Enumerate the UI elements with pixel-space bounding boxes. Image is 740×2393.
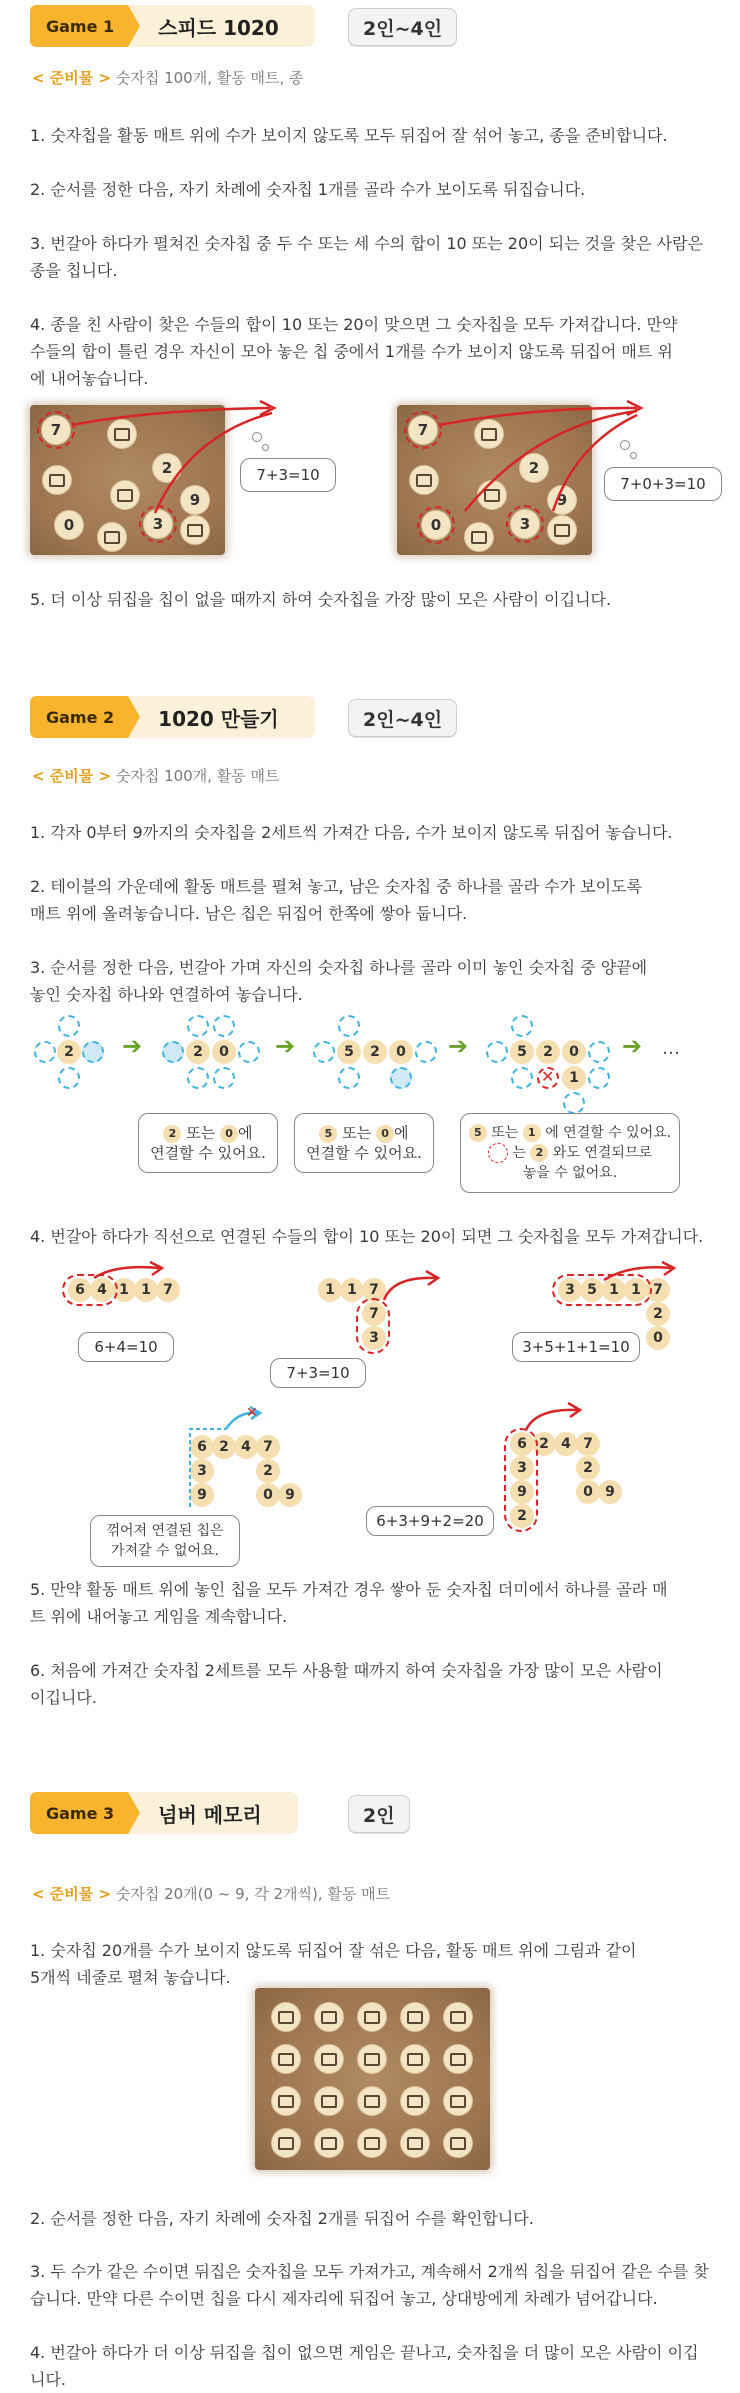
chip-2: 2 [536, 1040, 560, 1064]
memory-chip-facedown [443, 2086, 473, 2116]
chip-7: 7 [362, 1302, 386, 1326]
empty-slot [390, 1067, 412, 1089]
chip-2: 2 [256, 1459, 280, 1483]
chip-4: 4 [234, 1435, 258, 1459]
chip-3: 3 [510, 509, 540, 539]
game1-arrows-right [425, 395, 645, 535]
chip-6: 6 [510, 1432, 534, 1456]
empty-slot [563, 1092, 585, 1114]
chip-1: 1 [112, 1278, 136, 1302]
chip-2: 2 [363, 1040, 387, 1064]
empty-slot [213, 1067, 235, 1089]
sum-bubble: 7+3=10 [270, 1358, 366, 1388]
game1-players-badge: 2인~4인 [348, 8, 457, 46]
game2-step-3: 3. 순서를 정한 다음, 번갈아 가며 자신의 숫자칩 하나를 골라 이미 놓인 숫자칩 중 양끝에 놓인 숫자칩 하나와 연결하여 놓습니다. [30, 958, 648, 1004]
hint-bubble-2: 5 또는 0 에 연결할 수 있어요. [294, 1113, 434, 1173]
empty-slot [415, 1041, 437, 1063]
memory-chip-facedown [357, 2086, 387, 2116]
game3-step-2: 2. 순서를 정한 다음, 자기 차례에 숫자칩 2개를 뒤집어 수를 확인합니다. [30, 2209, 534, 2228]
chip-7: 7 [646, 1278, 670, 1302]
chip-1: 1 [602, 1278, 626, 1302]
selection-ring [356, 1298, 390, 1354]
chip-0-inline: 0 [220, 1125, 238, 1143]
chip-9: 9 [278, 1483, 302, 1507]
sum-example-1 [30, 1260, 250, 1370]
chip-2: 2 [212, 1435, 236, 1459]
memory-chip-facedown [400, 2128, 430, 2158]
ellipsis: … [662, 1038, 680, 1059]
chip-0: 0 [576, 1480, 600, 1504]
chip-5: 5 [337, 1040, 361, 1064]
game1-step-4: 4. 종을 친 사람이 찾은 수들의 합이 10 또는 20이 맞으면 그 숫자칩을 모두 가져갑니다. 만약 수들의 합이 틀린 경우 자신이 모아 놓은 칩 중에서 1개를 수가 보이지 않도록 뒤집어 매트 위에 내어놓습니다. [30, 315, 678, 388]
game3-step-3: 3. 두 수가 같은 수이면 뒤집은 숫자칩을 모두 가져가고, 계속해서 2개씩 칩을 뒤집어 같은 수를 찾습니다. 만약 다른 수이면 칩을 다시 제자리에 뒤집어 놓고, 상대방에게 차례가 넘어갑니다. [30, 2262, 709, 2308]
memory-chip-facedown [357, 2044, 387, 2074]
memory-chip-facedown [357, 2128, 387, 2158]
empty-slot [511, 1015, 533, 1037]
chip-4: 4 [90, 1278, 114, 1302]
arrow-right-icon: ➔ [122, 1032, 143, 1060]
empty-slot [187, 1067, 209, 1089]
memory-chip-facedown [271, 2002, 301, 2032]
memory-chip-facedown [271, 2044, 301, 2074]
prep-label: < 준비물 > [32, 69, 112, 87]
game2-players-badge: 2인~4인 [348, 699, 457, 737]
bent-example [60, 1405, 320, 1559]
empty-slot [58, 1067, 80, 1089]
game1-prep [32, 67, 304, 88]
empty-slot [58, 1015, 80, 1037]
chip-2: 2 [519, 453, 549, 483]
game3-title: 넘버 메모리 [128, 1792, 298, 1834]
selection-ring [504, 1428, 538, 1532]
sum-example-4 [360, 1390, 640, 1540]
chip-1: 1 [134, 1278, 158, 1302]
memory-chip-facedown [314, 2044, 344, 2074]
memory-chip-facedown [314, 2128, 344, 2158]
take-arrow-icon [600, 1260, 680, 1290]
chip-2: 2 [646, 1302, 670, 1326]
game3-players-badge: 2인 [348, 1795, 410, 1833]
memory-chip-facedown [400, 2044, 430, 2074]
game3-prep [32, 1883, 390, 1904]
chip-0: 0 [212, 1040, 236, 1064]
empty-slot [213, 1015, 235, 1037]
memory-chip-facedown [357, 2002, 387, 2032]
chip-7: 7 [408, 415, 438, 445]
chip-1: 1 [624, 1278, 648, 1302]
chip-9: 9 [510, 1480, 534, 1504]
chip-0: 0 [54, 510, 84, 540]
chip-2: 2 [57, 1040, 81, 1064]
chip-2: 2 [186, 1040, 210, 1064]
game1-step-1: 1. 숫자칩을 활동 매트 위에 수가 보이지 않도록 모두 뒤집어 잘 섞어 놓고, 종을 준비합니다. [30, 126, 668, 145]
game1-step-3: 3. 번갈아 하다가 펼쳐진 숫자칩 중 두 수 또는 세 수의 합이 10 또는 20이 되는 것을 찾은 사람은 종을 칩니다. [30, 234, 704, 280]
game2-step-2: 2. 테이블의 가운데에 활동 매트를 펼쳐 놓고, 남은 숫자칩 중 하나를 골라 수가 보이도록 매트 위에 올려놓습니다. 남은 칩은 뒤집어 한쪽에 쌓아 둡니다. [30, 877, 642, 923]
game1-sum-bubble-2: 7+0+3=10 [604, 467, 722, 501]
empty-slot [486, 1041, 508, 1063]
chip-5: 5 [510, 1040, 534, 1064]
memory-chip-facedown [271, 2128, 301, 2158]
game3-step-4: 4. 번갈아 하다가 더 이상 뒤집을 칩이 없으면 게임은 끝나고, 숫자칩을 더 많이 모은 사람이 이깁니다. [30, 2343, 699, 2389]
memory-chip-facedown [314, 2086, 344, 2116]
memory-chip-facedown [443, 2128, 473, 2158]
chip-3: 3 [190, 1459, 214, 1483]
chip-2-inline: 2 [530, 1144, 548, 1162]
sum-example-2 [260, 1260, 460, 1390]
placement-diagram [30, 1015, 720, 1215]
prep-text: 숫자칩 20개(0 ~ 9, 각 2개씩), 활동 매트 [115, 1885, 391, 1903]
game1-sum-bubble-1: 7+3=10 [240, 458, 336, 492]
chip-0-inline: 0 [376, 1125, 394, 1143]
chip-0: 0 [646, 1326, 670, 1350]
empty-slot [338, 1015, 360, 1037]
memory-chip-facedown [314, 2002, 344, 2032]
empty-slot [187, 1015, 209, 1037]
chip-3: 3 [558, 1278, 582, 1302]
empty-slot [34, 1041, 56, 1063]
chip-2: 2 [510, 1504, 534, 1528]
game1-label: Game 1 [30, 5, 128, 47]
chip-1-inline: 1 [523, 1124, 541, 1142]
game3-header [30, 1792, 298, 1834]
memory-chip-facedown [443, 2002, 473, 2032]
game1-step-5: 5. 더 이상 뒤집을 칩이 없을 때까지 하여 숫자칩을 가장 많이 모은 사람이 이깁니다. [30, 590, 612, 609]
game2-step-1: 1. 각자 0부터 9까지의 숫자칩을 2세트씩 가져간 다음, 수가 보이지 않도록 뒤집어 놓습니다. [30, 823, 673, 842]
game2-step-5: 5. 만약 활동 매트 위에 놓인 칩을 모두 가져간 경우 쌓아 둔 숫자칩 더미에서 하나를 골라 매트 위에 내어놓고 게임을 계속합니다. [30, 1580, 668, 1626]
chip-3: 3 [510, 1456, 534, 1480]
empty-slot [588, 1041, 610, 1063]
chip-4: 4 [554, 1432, 578, 1456]
blocked-x-icon: ✕ [541, 1067, 555, 1086]
chip-6: 6 [68, 1278, 92, 1302]
hint-bubble-1: 2 또는 0 에 연결할 수 있어요. [138, 1113, 278, 1173]
game2-label: Game 2 [30, 696, 128, 738]
take-arrow-icon [378, 1266, 448, 1306]
prep-text: 숫자칩 100개, 활동 매트, 종 [115, 69, 304, 87]
chip-3: 3 [362, 1326, 386, 1350]
chip-0: 0 [389, 1040, 413, 1064]
take-arrow-icon [520, 1400, 590, 1440]
arrow-right-icon: ➔ [448, 1032, 469, 1060]
prep-text: 숫자칩 100개, 활동 매트 [115, 767, 280, 785]
bent-note-bubble: 꺾어져 연결된 칩은 가져갈 수 없어요. [90, 1515, 240, 1567]
game2-step-6: 6. 처음에 가져간 숫자칩 2세트를 모두 사용할 때까지 하여 숫자칩을 가장 많이 모은 사람이 이깁니다. [30, 1661, 663, 1707]
chip-3: 3 [143, 509, 173, 539]
take-arrow-icon [90, 1260, 170, 1290]
memory-chip-facedown [400, 2086, 430, 2116]
game1-title: 스피드 1020 [128, 5, 315, 47]
prep-label: < 준비물 > [32, 1885, 112, 1903]
chip-0: 0 [562, 1040, 586, 1064]
game2-header [30, 696, 315, 738]
bubble-tail [620, 440, 630, 450]
chip-2: 2 [532, 1432, 556, 1456]
blocked-x-icon: ✕ [246, 1405, 258, 1421]
empty-slot [238, 1041, 260, 1063]
sum-bubble: 6+4=10 [78, 1332, 174, 1362]
chip-5-inline: 5 [469, 1124, 487, 1142]
game1-step-2: 2. 순서를 정한 다음, 자기 차례에 숫자칩 1개를 골라 수가 보이도록 뒤집습니다. [30, 180, 586, 199]
empty-slot [588, 1067, 610, 1089]
sum-example-3 [490, 1260, 720, 1370]
game3-step-1: 1. 숫자칩 20개를 수가 보이지 않도록 뒤집어 잘 섞은 다음, 활동 매트 위에 그림과 같이 5개씩 네줄로 펼쳐 놓습니다. [30, 1941, 637, 1987]
empty-slot [511, 1067, 533, 1089]
prep-label: < 준비물 > [32, 767, 112, 785]
memory-chip-facedown [400, 2002, 430, 2032]
empty-slot-inline [488, 1143, 508, 1163]
sum-bubble: 6+3+9+2=20 [366, 1506, 494, 1536]
empty-slot [82, 1041, 104, 1063]
empty-slot [338, 1067, 360, 1089]
chip-5: 5 [580, 1278, 604, 1302]
game2-title: 1020 만들기 [128, 696, 315, 738]
hint-bubble-3: 5 또는 1 에 연결할 수 있어요. 는 2 와도 연결되므로 놓을 수 없어요. [460, 1113, 680, 1193]
game2-prep [32, 765, 279, 786]
memory-chip-facedown [271, 2086, 301, 2116]
empty-slot [313, 1041, 335, 1063]
chip-9: 9 [598, 1480, 622, 1504]
chip-0: 0 [421, 510, 451, 540]
chip-7: 7 [362, 1278, 386, 1302]
game2-step-4: 4. 번갈아 하다가 직선으로 연결된 수들의 합이 10 또는 20이 되면 그 숫자칩을 모두 가져갑니다. [30, 1227, 704, 1246]
bent-path-icon [180, 1405, 270, 1515]
chip-2: 2 [576, 1456, 600, 1480]
game3-label: Game 3 [30, 1792, 128, 1834]
chip-0: 0 [256, 1483, 280, 1507]
chip-7: 7 [156, 1278, 180, 1302]
chip-9: 9 [180, 485, 210, 515]
chip-5-inline: 5 [319, 1125, 337, 1143]
chip-7: 7 [41, 415, 71, 445]
sum-bubble: 3+5+1+1=10 [512, 1332, 640, 1362]
chip-2-inline: 2 [163, 1125, 181, 1143]
chip-1: 1 [340, 1278, 364, 1302]
arrow-right-icon: ➔ [275, 1032, 296, 1060]
bubble-tail [262, 444, 269, 451]
game1-header [30, 5, 315, 47]
chip-9: 9 [547, 485, 577, 515]
empty-slot [162, 1041, 184, 1063]
chip-7: 7 [256, 1435, 280, 1459]
chip-6: 6 [190, 1435, 214, 1459]
chip-2: 2 [152, 453, 182, 483]
bubble-tail [252, 432, 262, 442]
chip-9: 9 [190, 1483, 214, 1507]
game3-mat [255, 1988, 490, 2170]
memory-chip-facedown [443, 2044, 473, 2074]
bubble-tail [630, 452, 637, 459]
arrow-right-icon: ➔ [622, 1032, 643, 1060]
chip-1: 1 [562, 1066, 586, 1090]
chip-7: 7 [576, 1432, 600, 1456]
chip-1: 1 [318, 1278, 342, 1302]
